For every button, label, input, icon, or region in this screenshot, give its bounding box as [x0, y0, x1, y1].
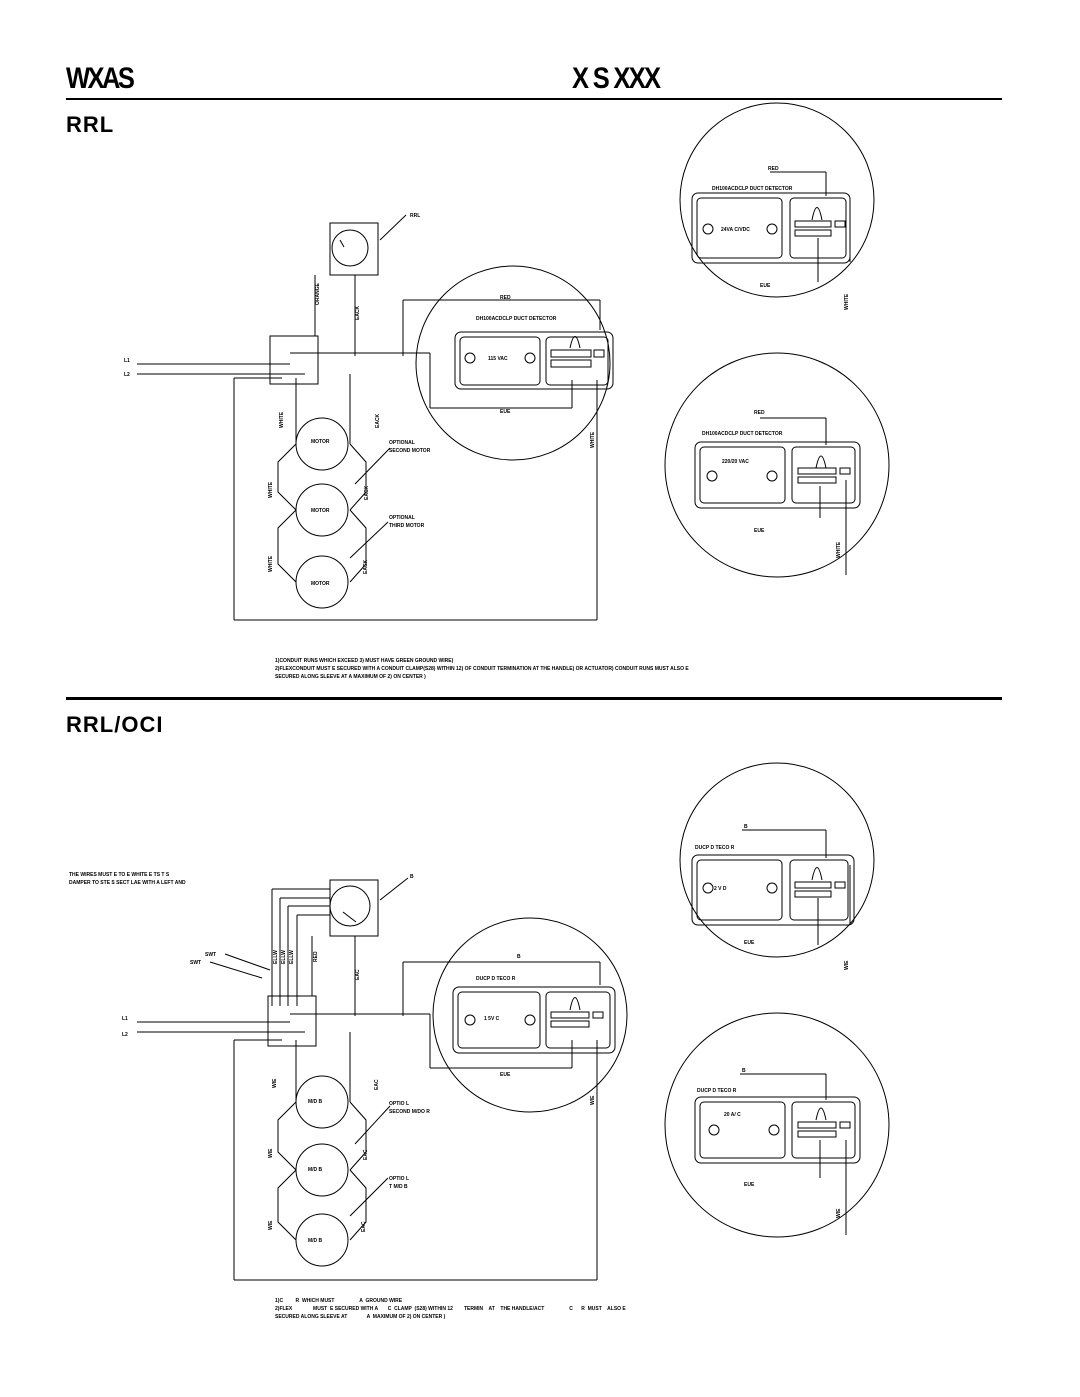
- detector-circle-main: [416, 266, 610, 460]
- motor-1b-label: M/D B: [308, 1099, 323, 1105]
- detector3b-model: DUCP D TECO R: [697, 1088, 737, 1094]
- detector1b-red: B: [517, 954, 521, 960]
- screw-icon: [767, 224, 777, 234]
- optional-second-a-2: OPTIO L: [389, 1101, 409, 1107]
- junction-box: [270, 336, 318, 384]
- motor-3-label: MOTOR: [311, 581, 330, 587]
- red-wire-label: RED: [313, 951, 319, 962]
- screw-icon: [703, 224, 713, 234]
- detector1b-white: WIE: [590, 1095, 596, 1105]
- section2-diagram: [69, 763, 889, 1280]
- screw-icon: [769, 1125, 779, 1135]
- motor-2-label: MOTOR: [311, 508, 330, 514]
- screw-icon: [525, 1015, 535, 1025]
- switch-label-2: SWT: [190, 960, 202, 966]
- screw-icon: [525, 353, 535, 363]
- white-wire-label-1: WHITE: [279, 411, 285, 428]
- switch-label-1: SWT: [205, 952, 217, 958]
- actuator-box-2: [330, 880, 378, 936]
- detector2b-model: DUCP D TECO R: [695, 845, 735, 851]
- detector1b-model: DUCP D TECO R: [476, 976, 516, 982]
- screw-icon: [709, 1125, 719, 1135]
- optional-third-a-2: OPTIO L: [389, 1176, 409, 1182]
- white-wire-label-s2-2: WIE: [268, 1148, 274, 1158]
- white-wire-label-s2-1: WIE: [272, 1078, 278, 1088]
- black-wire-label-s2-3: EAC: [363, 1149, 369, 1160]
- detector2-model: DH100ACDCLP DUCT DETECTOR: [712, 186, 793, 192]
- screw-icon: [465, 1015, 475, 1025]
- actuator-knob-2: [330, 886, 370, 926]
- top-note-line1: THE WIRES MUST E TO E WHITE E TS T S: [69, 872, 170, 878]
- screw-icon: [767, 471, 777, 481]
- page-header-right: X S XXX: [572, 62, 660, 95]
- detector-bottom-housing-2: [695, 1097, 860, 1163]
- optional-second-b-2: SECOND M/DO R: [389, 1109, 430, 1115]
- detector-top-housing: [692, 193, 850, 263]
- optional-third-b-2: T M/D B: [389, 1184, 408, 1190]
- detector3-model: DH100ACDCLP DUCT DETECTOR: [702, 431, 783, 437]
- detector2b-blue: EUE: [744, 940, 755, 946]
- section1-note-2: 2)FLEXCONDUIT MUST E SECURED WITH A CONDUIT CLAMP(S28) WITHIN 12) OF CONDUIT TERMINATION AT THE HANDLE) OR ACTUATOR) CONDUIT RUNS MUST ALSO E: [275, 666, 689, 672]
- screw-icon: [707, 471, 717, 481]
- detector2-blue: EUE: [760, 283, 771, 289]
- detector1-blue: EUE: [500, 409, 511, 415]
- detector2-voltage: 24VA C/VDC: [721, 227, 750, 233]
- detector1b-blue: EUE: [500, 1072, 511, 1078]
- detector2b-white: WIE: [844, 960, 850, 970]
- yellow-wire-label-1: ELLW: [273, 950, 279, 964]
- optional-third-a: OPTIONAL: [389, 515, 415, 521]
- l1-label: L1: [124, 358, 130, 364]
- detector3-blue: EUE: [754, 528, 765, 534]
- detector3-red: RED: [754, 410, 765, 416]
- yellow-wire-label-3: ELLW: [289, 950, 295, 964]
- detector-main-housing-2: [453, 987, 615, 1053]
- detector3b-voltage: 20 A/ C: [724, 1112, 741, 1118]
- optional-third-b: THIRD MOTOR: [389, 523, 425, 529]
- page-header-title: WXAS: [66, 62, 133, 95]
- black-wire-label-2: EACK: [375, 413, 381, 428]
- section2-title: RRL/OCI: [66, 712, 164, 737]
- detector-bottom-housing: [695, 442, 860, 508]
- section1-note-3: SECURED ALONG SLEEVE AT A MAXIMUM OF 2) ON CENTER ): [275, 674, 426, 680]
- detector2b-voltage: 2 V D: [714, 886, 727, 892]
- screw-icon: [465, 353, 475, 363]
- screw-icon: [703, 883, 713, 893]
- detector2-red: RED: [768, 166, 779, 172]
- detector1b-voltage: 1 5V C: [484, 1016, 500, 1022]
- detector3b-blue: EUE: [744, 1182, 755, 1188]
- black-wire-label-s2-4: EAC: [361, 1221, 367, 1232]
- motor-2b-label: M/D B: [308, 1167, 323, 1173]
- top-note-line2: DAMPER TO STE S SECT LAE WITH A LEFT AND: [69, 880, 186, 886]
- detector1-model: DH100ACDCLP DUCT DETECTOR: [476, 316, 557, 322]
- orange-wire-label: ORANGE: [315, 283, 321, 305]
- optional-second-a: OPTIONAL: [389, 440, 415, 446]
- detector1-voltage: 115 VAC: [488, 356, 508, 362]
- motor-3b-label: M/D B: [308, 1238, 323, 1244]
- section1-note-1: 1)CONDUIT RUNS WHICH EXCEED 3) MUST HAVE GREEN GROUND WIRE): [275, 658, 454, 664]
- white-wire-label-3: WHITE: [268, 555, 274, 572]
- white-wire-label-s2-3: WIE: [268, 1220, 274, 1230]
- black-wire-label-1: EACK: [355, 305, 361, 320]
- detector3-white: WHITE: [836, 541, 842, 558]
- optional-second-b: SECOND MOTOR: [389, 448, 431, 454]
- detector2b-red: B: [744, 824, 748, 830]
- b-tag: B: [410, 874, 414, 880]
- l2-label-2: L2: [122, 1032, 128, 1038]
- detector3b-white: WIE: [836, 1208, 842, 1218]
- section2-note-2: 2)FLEX MUST E SECURED WITH A C CLAMP (S28) WITHIN 12 TERMIN AT THE HANDLE/ACT C R MUST ALSO E: [275, 1306, 626, 1312]
- yellow-wire-label-2: ELLW: [281, 950, 287, 964]
- black-wire-label-4: EACK: [363, 559, 369, 574]
- section1-diagram: [124, 103, 889, 620]
- l1-label-2: L1: [122, 1016, 128, 1022]
- black-wire-label-s2-1: EAC: [355, 969, 361, 980]
- detector-circle-top: [680, 103, 874, 297]
- section2-note-3: SECURED ALONG SLEEVE AT A MAXIMUM OF 2) ON CENTER ): [275, 1314, 446, 1320]
- detector3-voltage: 220/20 VAC: [722, 459, 749, 465]
- black-wire-label-3: EACK: [364, 485, 370, 500]
- section2-note-1: 1)C R WHICH MUST A GROUND WIRE: [275, 1298, 403, 1304]
- detector1-red: RED: [500, 295, 511, 301]
- detector2-white: WHITE: [844, 293, 850, 310]
- detector1-white: WHITE: [590, 431, 596, 448]
- l2-label: L2: [124, 372, 130, 378]
- rrl-tag: RRL: [410, 213, 421, 219]
- detector3b-red: B: [742, 1068, 746, 1074]
- black-wire-label-s2-2: EAC: [374, 1079, 380, 1090]
- screw-icon: [767, 883, 777, 893]
- white-wire-label-2: WHITE: [268, 481, 274, 498]
- actuator-knob: [332, 230, 368, 266]
- junction-box-2: [268, 996, 316, 1046]
- section1-title: RRL: [66, 112, 115, 137]
- motor-1-label: MOTOR: [311, 439, 330, 445]
